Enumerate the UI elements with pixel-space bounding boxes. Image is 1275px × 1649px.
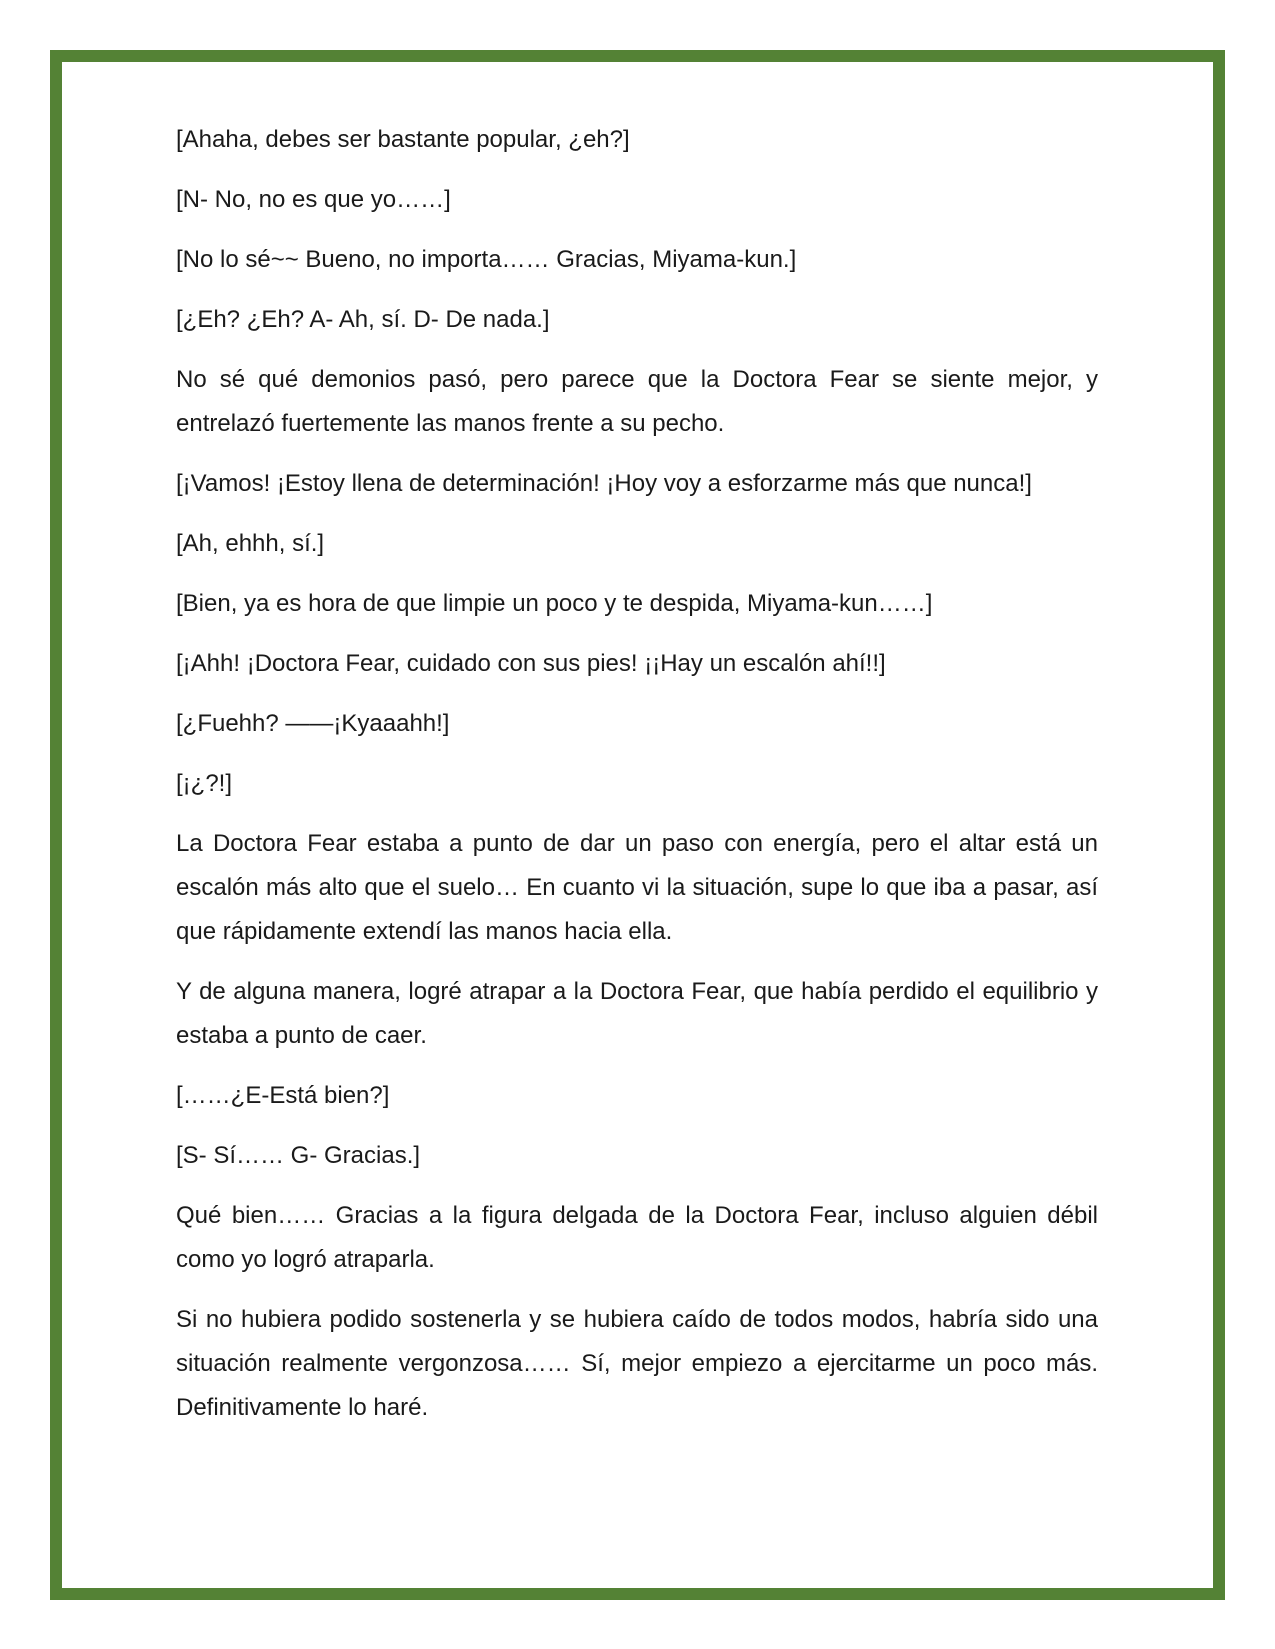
dialogue-line: [N- No, no es que yo……] — [176, 186, 451, 213]
dialogue-line: [S- Sí…… G- Gracias.] — [176, 1142, 421, 1169]
dialogue-line: [……¿E-Está bien?] — [176, 1082, 390, 1109]
narrative-paragraph: La Doctora Fear estaba a punto de dar un paso con energía, pero el altar está un escalón más alto que el suelo… En cuanto vi la situación, supe lo que iba a pasar, así que rápidamente extendí las manos hacia ella. — [176, 830, 1098, 945]
narrative-paragraph: Si no hubiera podido sostenerla y se hubiera caído de todos modos, habría sido una situación realmente vergonzosa…… Sí, mejor empiezo a ejercitarme un poco más. Definitivamente lo haré. — [176, 1306, 1098, 1421]
narrative-paragraph: Y de alguna manera, logré atrapar a la Doctora Fear, que había perdido el equilibrio y estaba a punto de caer. — [176, 978, 1098, 1049]
dialogue-line: [Ah, ehhh, sí.] — [176, 530, 325, 557]
document-body — [176, 118, 1098, 1446]
narrative-paragraph: Qué bien…… Gracias a la figura delgada de la Doctora Fear, incluso alguien débil como yo logró atraparla. — [176, 1202, 1098, 1273]
dialogue-line: [Ahaha, debes ser bastante popular, ¿eh?] — [176, 126, 630, 153]
dialogue-line: [¡Vamos! ¡Estoy llena de determinación! ¡Hoy voy a esforzarme más que nunca!] — [176, 470, 1032, 497]
dialogue-line: [¡Ahh! ¡Doctora Fear, cuidado con sus pies! ¡¡Hay un escalón ahí!!] — [176, 650, 886, 677]
dialogue-line: [No lo sé~~ Bueno, no importa…… Gracias, Miyama-kun.] — [176, 246, 797, 273]
dialogue-line: [Bien, ya es hora de que limpie un poco y te despida, Miyama-kun……] — [176, 590, 933, 617]
dialogue-line: [¡¿?!] — [176, 770, 233, 797]
dialogue-line: [¿Eh? ¿Eh? A- Ah, sí. D- De nada.] — [176, 306, 550, 333]
narrative-paragraph: No sé qué demonios pasó, pero parece que la Doctora Fear se siente mejor, y entrelazó fuertemente las manos frente a su pecho. — [176, 366, 1098, 437]
dialogue-line: [¿Fuehh? ——¡Kyaaahh!] — [176, 710, 450, 737]
